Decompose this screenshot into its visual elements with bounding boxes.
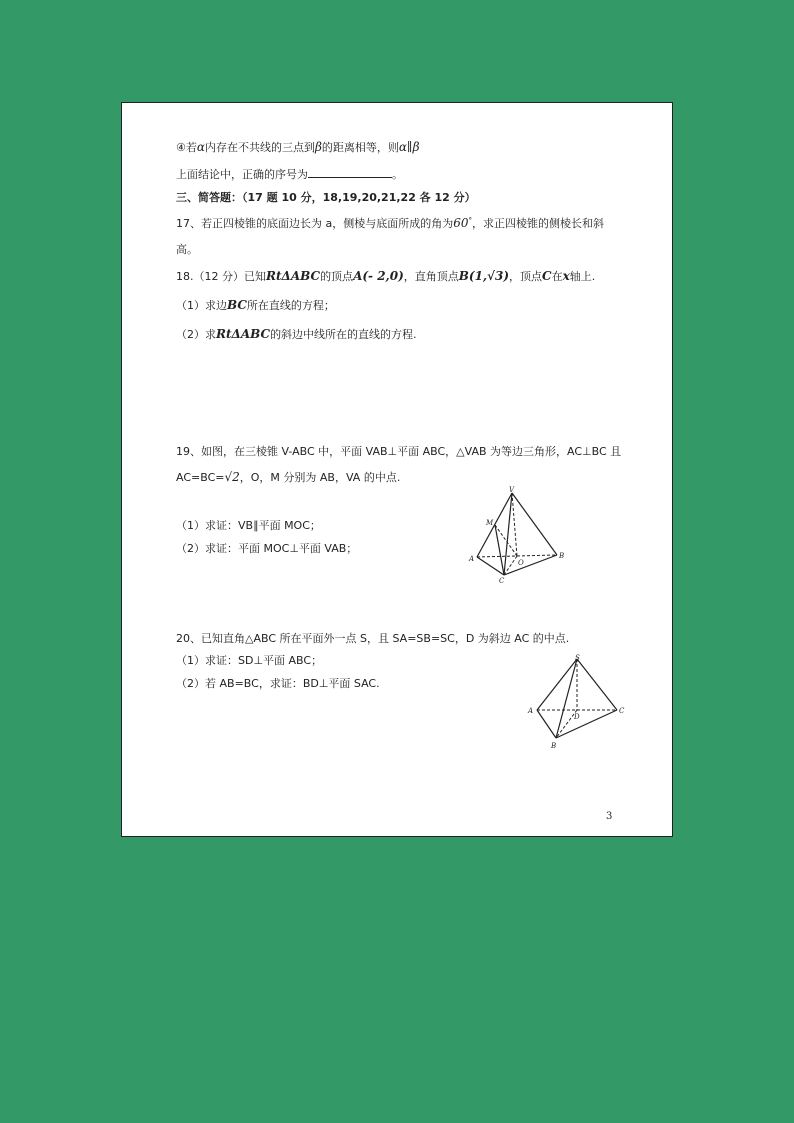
question-19-cont <box>176 469 400 485</box>
exam-page <box>121 102 673 837</box>
label-m: M <box>486 519 494 527</box>
question-17-cont: 高。 <box>176 243 198 256</box>
question-20-part-2: （2）若 AB=BC，求证：BD⊥平面 SAC. <box>176 677 380 690</box>
text: 上面结论中，正确的序号为 <box>176 168 308 181</box>
label-a: A <box>469 555 475 563</box>
segment-mc <box>495 525 504 575</box>
figure-20-pyramid <box>527 653 632 753</box>
math-point-a: A(- 2,0) <box>353 269 404 283</box>
label-s: S <box>575 654 580 662</box>
math-point-c: C <box>542 269 552 283</box>
edge-bc <box>556 710 617 738</box>
text: ，直角顶点 <box>403 270 459 283</box>
segment-vo-hidden <box>512 493 517 556</box>
question-20-part-1: （1）求证：SD⊥平面 ABC； <box>176 654 323 667</box>
edge-sb <box>556 659 577 738</box>
text: 的顶点 <box>320 270 354 283</box>
label-b: B <box>559 552 565 560</box>
math-angle: 60 <box>453 216 469 230</box>
text: 的距离相等，则 <box>321 141 399 154</box>
answer-line <box>176 166 403 182</box>
question-18 <box>176 268 595 284</box>
math-point-b: B(1,√3) <box>458 269 510 283</box>
page-number: 3 <box>606 811 613 822</box>
label-c: C <box>499 577 505 585</box>
label-d: D <box>574 713 580 721</box>
edge-sa <box>537 659 577 710</box>
math-bc: BC <box>227 298 247 312</box>
text: （2）求 <box>176 328 216 341</box>
degree-sign: ° <box>468 216 473 225</box>
math-triangle: RtΔABC <box>266 269 321 283</box>
text: 在 <box>551 270 563 283</box>
edge-ab <box>537 710 556 738</box>
question-20: 20、已知直角△ABC 所在平面外一点 S，且 SA=SB=SC，D 为斜边 AC 的中点. <box>176 632 570 645</box>
text: （1）求边 <box>176 299 227 312</box>
edge-ac <box>477 557 504 575</box>
label-o: O <box>518 559 524 567</box>
text: 的斜边中线所在的直线的方程. <box>270 328 417 341</box>
math-beta: β <box>314 140 322 154</box>
section-heading: 三、简答题：（17 题 10 分，18,19,20,21,22 各 12 分） <box>176 191 476 204</box>
question-19-part-2: （2）求证：平面 MOC⊥平面 VAB； <box>176 542 358 555</box>
math-alpha: α <box>196 140 205 154</box>
question-19-part-1: （1）求证：VB∥平面 MOC； <box>176 519 321 532</box>
answer-blank[interactable] <box>308 168 392 178</box>
text: ，求正四棱锥的侧棱长和斜 <box>472 217 605 230</box>
statement-4 <box>176 139 420 155</box>
question-17 <box>176 215 604 231</box>
label-a: A <box>528 707 534 715</box>
text: ④若 <box>176 141 197 154</box>
text: 17、若正四棱锥的底面边长为 a，侧棱与底面所成的角为 <box>176 217 454 230</box>
label-b: B <box>551 742 557 750</box>
text: 轴上. <box>569 270 596 283</box>
edge-cb <box>504 555 557 575</box>
edge-vb <box>512 493 557 555</box>
math-triangle: RtΔABC <box>216 327 271 341</box>
text: 18.（12 分）已知 <box>176 270 266 283</box>
math-x: x <box>562 269 570 283</box>
text: ，顶点 <box>509 270 543 283</box>
text: 所在直线的方程； <box>246 299 335 312</box>
question-18-part-2 <box>176 326 417 342</box>
question-18-part-1 <box>176 297 335 313</box>
math-parallel: α∥β <box>398 140 420 154</box>
text: ，O，M 分别为 AB，VA 的中点. <box>239 471 401 484</box>
text: 。 <box>392 168 403 181</box>
text: 内存在不共线的三点到 <box>204 141 315 154</box>
label-v: V <box>509 486 515 494</box>
edge-sc <box>577 659 617 710</box>
text: AC=BC= <box>176 471 225 484</box>
label-c: C <box>619 707 625 715</box>
question-19: 19、如图，在三棱锥 V-ABC 中，平面 VAB⊥平面 ABC，△VAB 为等边三角形，AC⊥BC 且 <box>176 445 622 458</box>
figure-19-pyramid <box>467 485 567 585</box>
math-sqrt2: √2 <box>224 470 240 484</box>
